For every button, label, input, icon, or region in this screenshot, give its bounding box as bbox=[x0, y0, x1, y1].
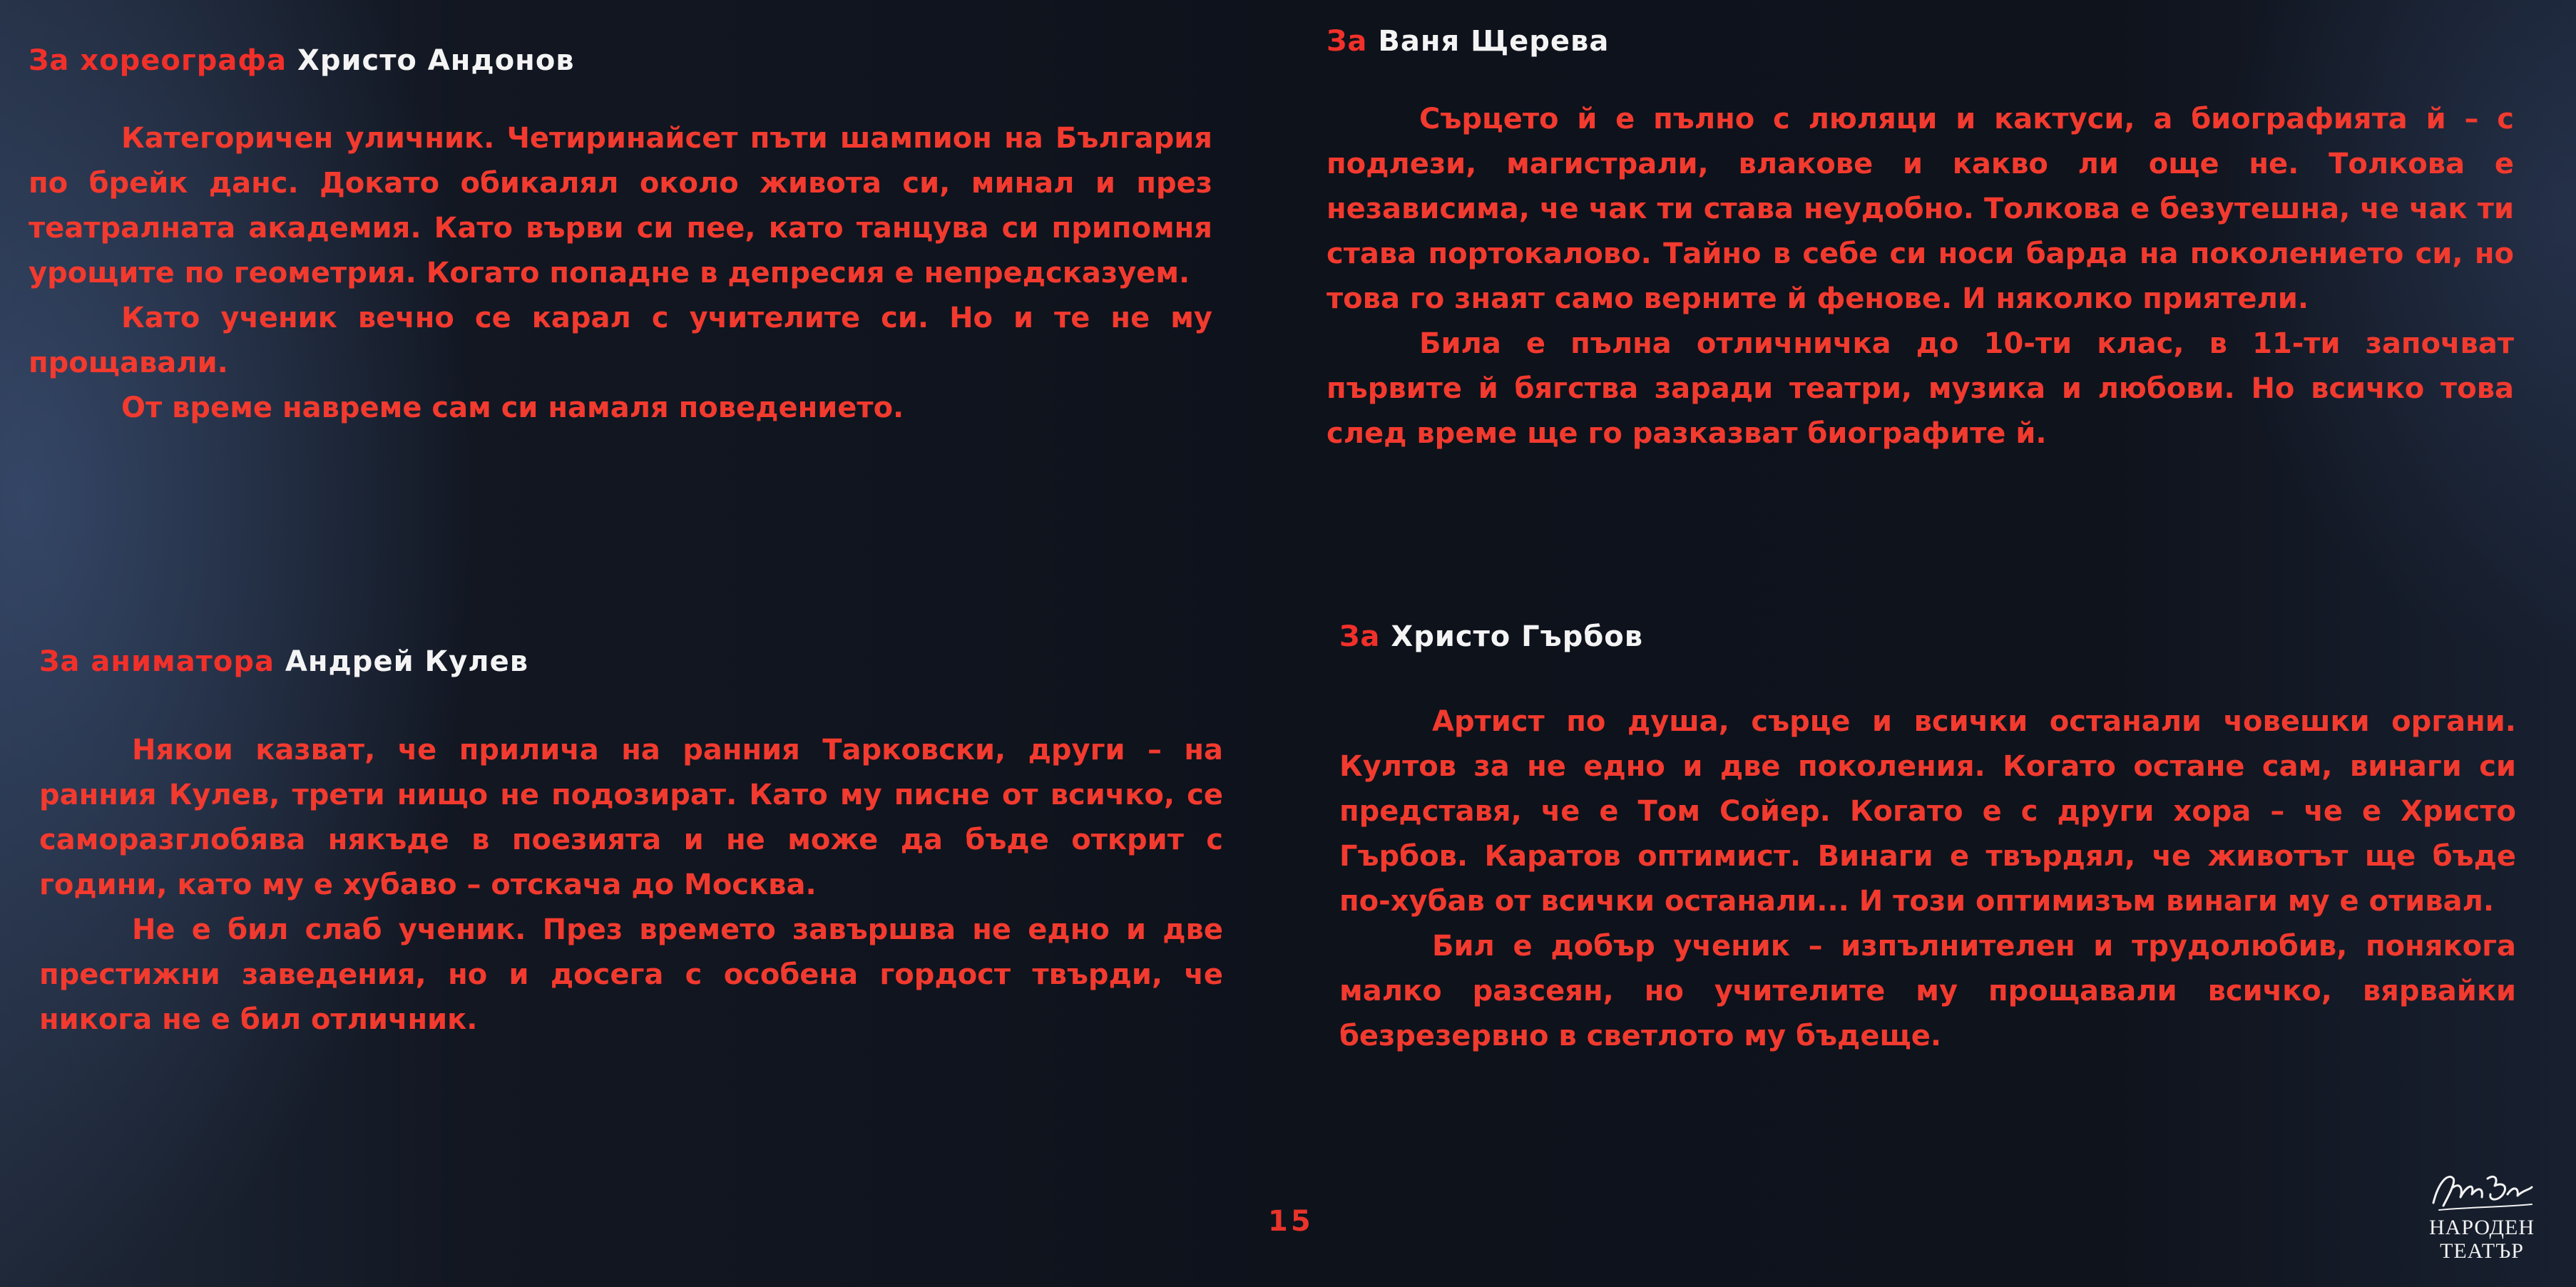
paragraph: Сърцето й е пълно с люляци и кактуси, а биографията й – с подлези, магистрали, влакове и какво ли още не. Толкова е независима, че чак ти става неудобно. Толкова е безутешна, че чак ти става портокалово. Тайно в себе си носи барда на поколението си, но това го знаят само верните й фенове. И няколко приятели. bbox=[1327, 103, 2514, 315]
heading-person-name: Христо Андонов bbox=[297, 44, 575, 77]
section-hristo-andonov bbox=[29, 44, 1212, 431]
paragraph: Категоричен уличник. Четиринайсет пъти шампион на България по брейк данс. Докато обикалял около живота си, минал и през театралната академия. Като върви си пее, като танцува си припомня урощите по геометрия. Когато попадне в депресия е непредсказуем. bbox=[29, 122, 1212, 289]
section-heading bbox=[1327, 25, 2514, 58]
section-heading bbox=[39, 645, 1223, 678]
logo-line-1: НАРОДЕН bbox=[2428, 1216, 2535, 1239]
paragraph: Някои казват, че прилича на ранния Тарковски, други – на ранния Кулев, трети нищо не подозират. Като му писне от всичко, се саморазглобява някъде в поезията и не може да бъде открит с години, като му е хубаво – отскача до Москва. bbox=[39, 734, 1223, 901]
section-body bbox=[29, 116, 1212, 431]
paragraph: Като ученик вечно се карал с учителите си. Но и те не му прощавали. bbox=[29, 302, 1212, 379]
heading-role: За аниматора bbox=[39, 645, 275, 678]
heading-person-name: Андрей Кулев bbox=[285, 645, 529, 678]
logo-line-2: ТЕАТЪР bbox=[2440, 1239, 2524, 1263]
heading-role: За bbox=[1339, 620, 1381, 653]
section-body bbox=[39, 728, 1223, 1042]
section-heading bbox=[1339, 620, 2516, 653]
heading-person-name: Ваня Щерева bbox=[1378, 25, 1610, 58]
paragraph: Артист по душа, сърце и всички останали човешки органи. Култов за не едно и две поколения. Когато остане сам, винаги си представя, че е Том Сойер. Когато е с други хора – че е Христо Гърбов. Каратов оптимист. Винаги е твърдял, че животът ще бъде по-хубав от всички останали... И този оптимизъм винаги му е отивал. bbox=[1339, 705, 2516, 918]
section-hristo-garbov bbox=[1339, 620, 2516, 1059]
paragraph: Била е пълна отличничка до 10-ти клас, в 11-ти започват първите й бягства заради театри, музика и любови. Но всичко това след време ще го разказват биографите й. bbox=[1327, 327, 2514, 450]
paragraph: Не е бил слаб ученик. През времето завършва не едно и две престижни заведения, но и досега с особена гордост твърди, че никога не е бил отличник. bbox=[39, 913, 1223, 1036]
national-theatre-logo bbox=[2414, 1166, 2550, 1263]
paragraph: От време навреме сам си намаля поведението. bbox=[121, 391, 904, 424]
section-vanya-shereva bbox=[1327, 25, 2514, 456]
page-number: 15 bbox=[1268, 1205, 1314, 1238]
heading-person-name: Христо Гърбов bbox=[1391, 620, 1644, 653]
paragraph: Бил е добър ученик – изпълнителен и трудолюбив, понякога малко разсеян, но учителите му прощавали всичко, вярвайки безрезервно в светлото му бъдеще. bbox=[1339, 930, 2516, 1052]
signature-logo-icon bbox=[2425, 1166, 2539, 1216]
heading-role: За хореографа bbox=[29, 44, 287, 77]
section-body bbox=[1327, 97, 2514, 456]
section-andrey-kulev bbox=[39, 645, 1223, 1042]
heading-role: За bbox=[1327, 25, 1368, 58]
section-heading bbox=[29, 44, 1212, 77]
section-body bbox=[1339, 699, 2516, 1059]
